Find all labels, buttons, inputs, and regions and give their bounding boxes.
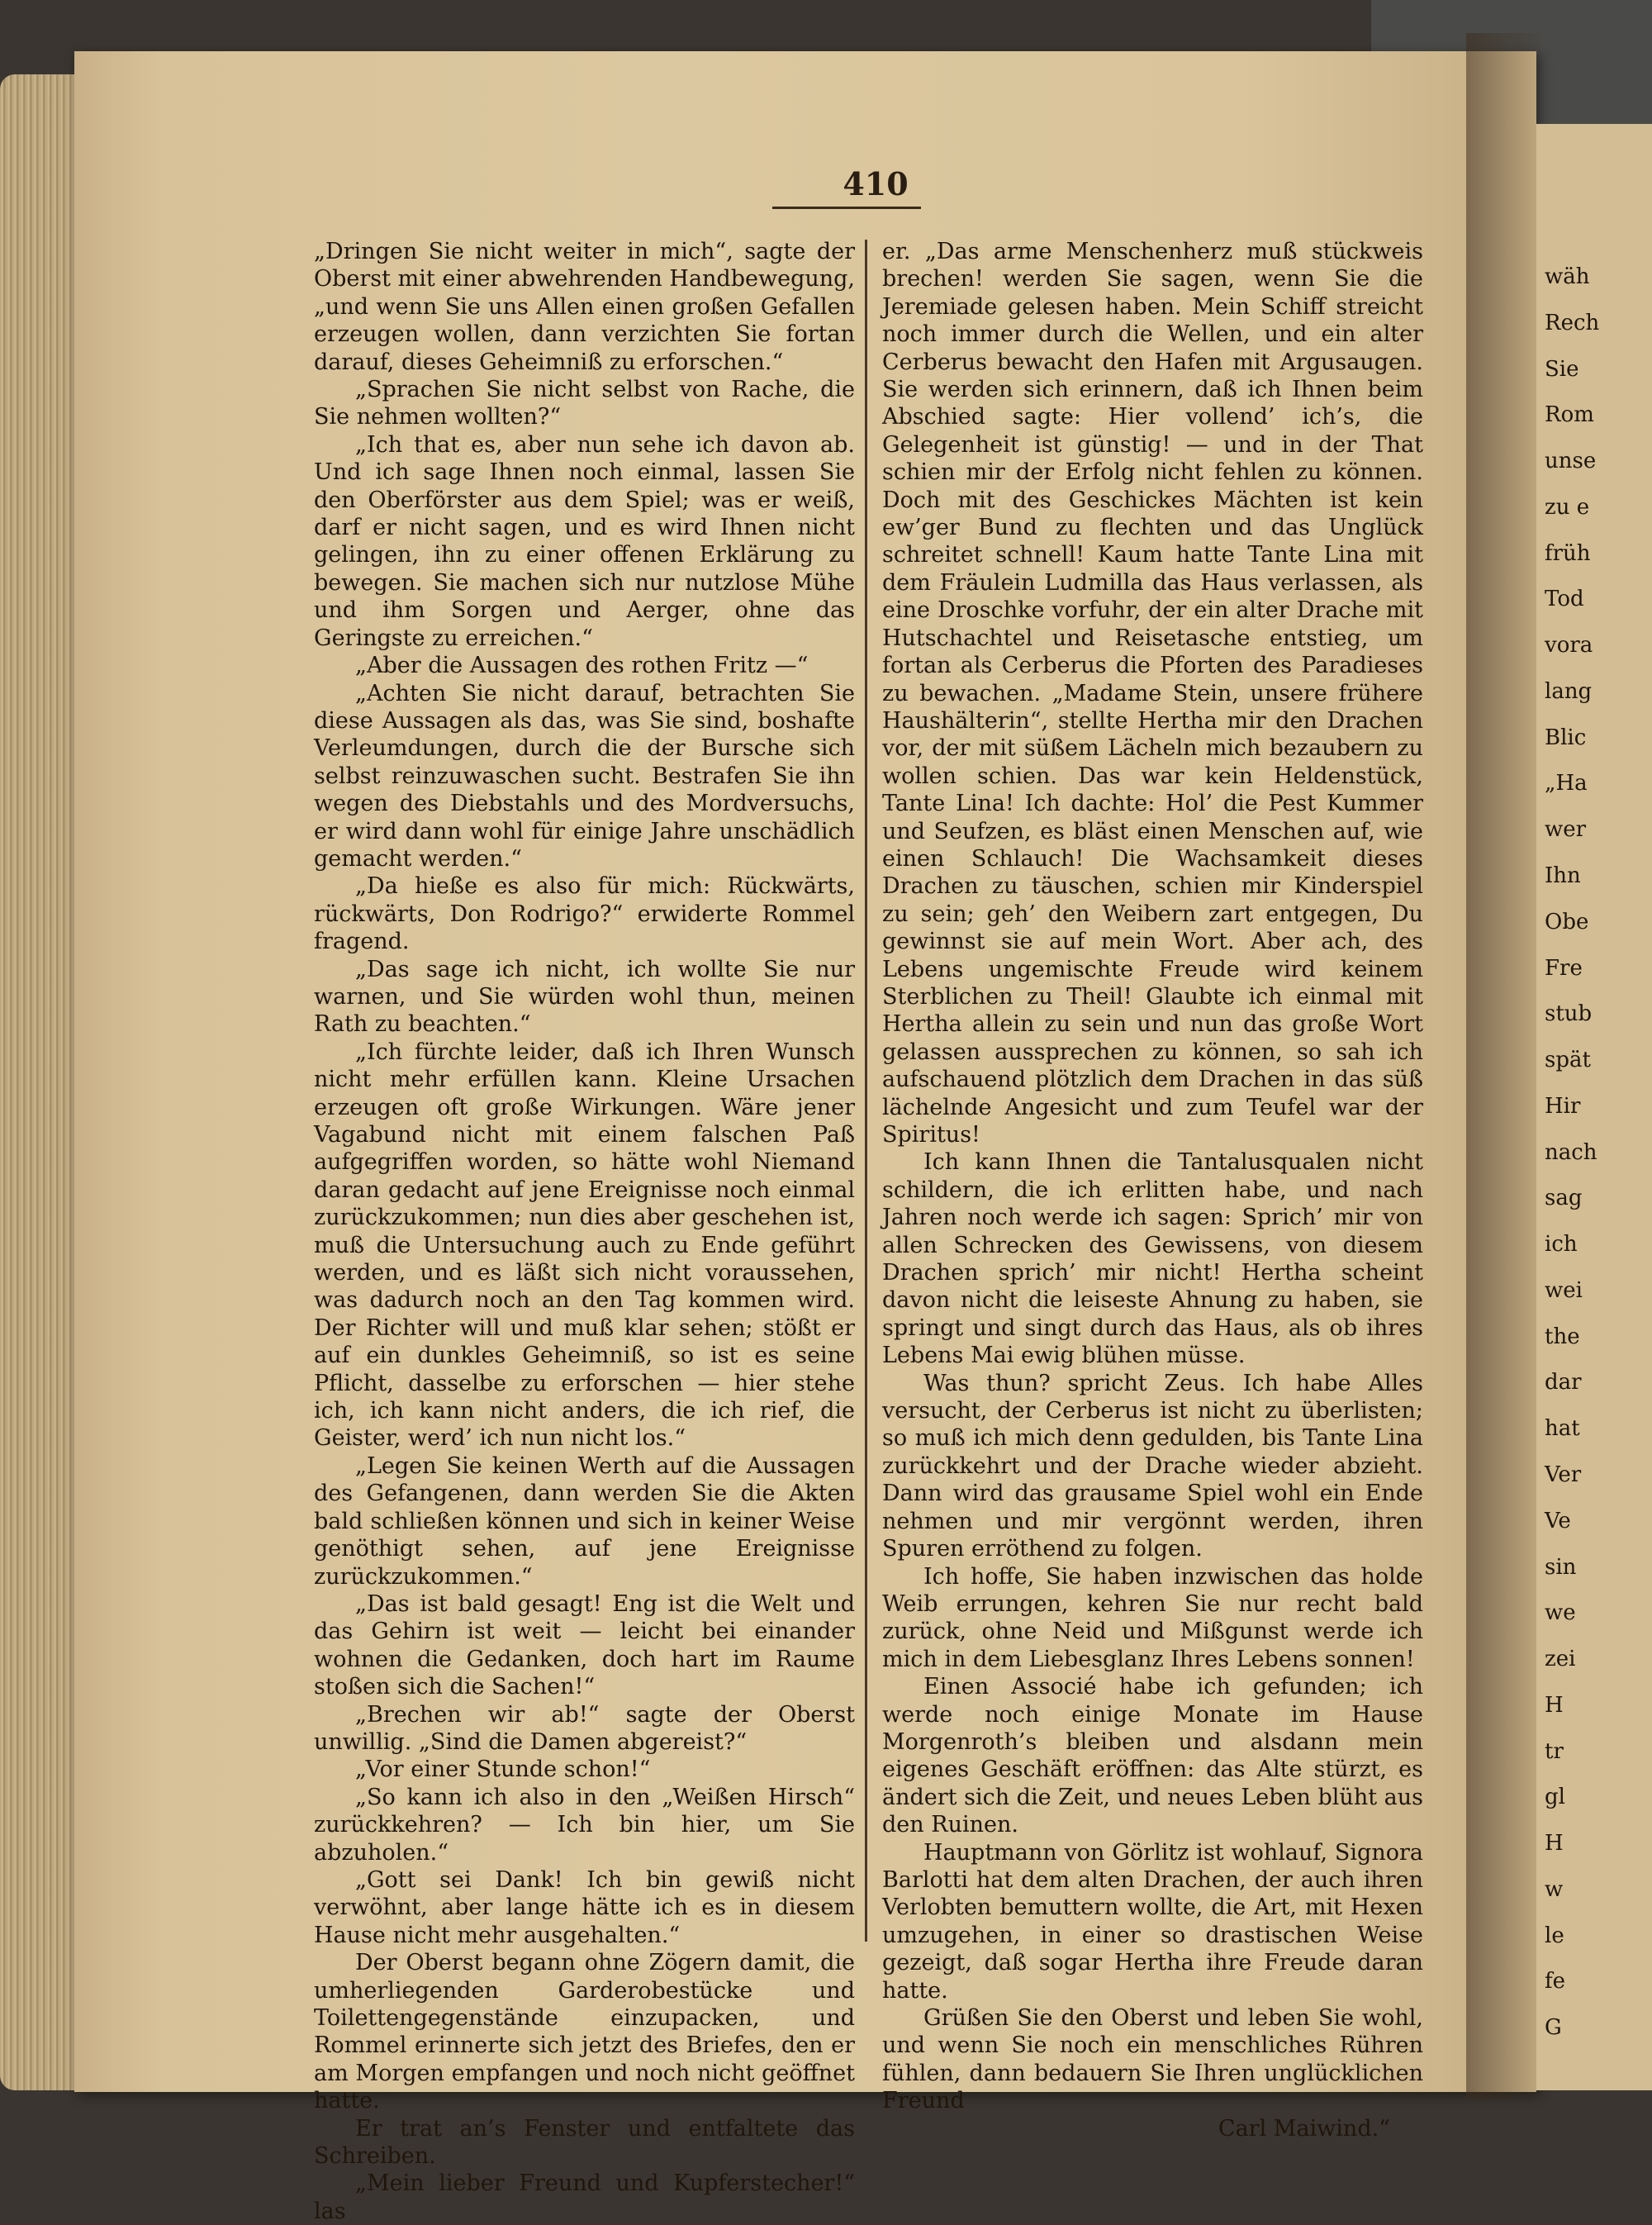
next-page-fragment: dar [1545,1370,1582,1395]
next-page-fragment: zu e [1545,494,1590,520]
next-page-fragment: zei [1545,1647,1576,1672]
paragraph: „Legen Sie keinen Werth auf die Aussagen des Gefangenen, dann werden Sie die Akten bald schließen können und sich in keiner Weise genöthigt sehen, auf jene Ereignisse zurückzukommen.“ [314,1452,855,1590]
paragraph: „Gott sei Dank! Ich bin gewiß nicht verwöhnt, aber lange hätte ich es in diesem Hause nicht mehr ausgehalten.“ [314,1866,855,1948]
letter-signature: Carl Maiwind.“ [1218,2115,1390,2142]
next-page-fragment: Sie [1545,356,1579,382]
next-page-fragment: Rech [1545,310,1600,335]
paragraph: „Aber die Aussagen des rothen Fritz —“ [355,653,809,679]
paragraph: „Brechen wir ab!“ sagte der Oberst unwillig. „Sind die Damen abgereist?“ [314,1701,855,1755]
paragraph: Der Oberst begann ohne Zögern damit, die umherliegenden Garderobestücke und Toilettengegenstände einzupacken, und Rommel erinnerte sich jetzt des Briefes, den er am Morgen empfangen und noch nicht geöffnet hatte. [314,1950,855,2114]
paragraph: er. „Das arme Menschenherz muß stückweis brechen! werden Sie sagen, wenn Sie die Jeremiade gelesen haben. Mein Schiff streicht noch immer durch die Wellen, und ein alter Cerberus bewacht den Hafen mit Argusaugen. Sie werden sich erinnern, daß ich Ihnen beim Abschied sagte: Hier vollend’ ich’s, die Gelegenheit ist günstig! — und in der That schien mir der Erfolg nicht fehlen zu können. Doch mit des Geschickes Mächten ist kein ew’ger Bund zu flechten und das Unglück schreitet schnell! Kaum hatte Tante Lina mit dem Fräulein Ludmilla das Haus verlassen, als eine Droschke vorfuhr, der ein alter Drache mit Hutschachtel und Reisetasche entstieg, um fortan als Cerberus die Pforten des Paradieses zu bewachen. „Madame Stein, unsere frühere Haushälterin“, stellte Hertha mir den Drachen vor, der mit süßem Lächeln mich bezaubern zu wollen schien. Das war kein Heldenstück, Tante Lina! Ich dachte: Hol’ die Pest Kummer und Seufzen, es bläst einen Menschen auf, wie einen Schlauch! Die Wachsamkeit dieses Drachen zu täuschen, schien mir Kinderspiel zu sein; geh’ den Weibern zart entgegen, Du gewinnst sie auf mein Wort. Aber ach, des Lebens ungemischte Freude wird keinem Sterblichen zu Theil! Glaubte ich einmal mit Hertha allein zu sein und nun das große Wort gelassen aussprechen zu können, so sah ich aufschauend plötzlich dem Drachen in das süß lächelnde Angesicht und zum Teufel war der Spiritus! [882,239,1423,1148]
next-page-fragment: G [1545,2015,1562,2041]
paragraph: Hauptmann von Görlitz ist wohlauf, Signora Barlotti hat dem alten Drachen, der auch ihren Verlobten bemuttern wollte, die Art, mit Hexen umzugehen, in einer so drastischen Weise gezeigt, daß sogar Hertha ihre Freude daran hatte. [882,1839,1423,2004]
paragraph: „Das ist bald gesagt! Eng ist die Welt und das Gehirn ist weit — leicht bei einander wohnen die Gedanken, doch hart im Raume stoßen sich die Sachen!“ [314,1590,855,1700]
next-page-fragment: we [1545,1600,1576,1626]
next-page-fragment: lang [1545,678,1593,704]
next-page-fragment: le [1545,1923,1564,1948]
right-column [882,238,1423,2142]
next-page-fragment: H [1545,1692,1564,1718]
next-page-fragment: stub [1545,1001,1593,1027]
next-page-fragment: gl [1545,1785,1565,1810]
paragraph: „Sprachen Sie nicht selbst von Rache, die Sie nehmen wollten?“ [314,377,855,430]
paragraph: Ich hoffe, Sie haben inzwischen das holde Weib errungen, kehren Sie nur recht bald zurück, ohne Neid und Mißgunst werde ich mich in dem Liebesglanz Ihres Lebens sonnen! [882,1563,1423,1672]
next-page-fragment: früh [1545,540,1591,566]
next-page-fragment: Blic [1545,725,1587,750]
paragraph: „Mein lieber Freund und Kupferstecher!“ las [314,2170,855,2224]
paragraph: „Das sage ich nicht, ich wollte Sie nur warnen, und Sie würden wohl thun, meinen Rath zu beachten.“ [314,956,855,1038]
next-page-fragment: „Ha [1545,771,1588,796]
paragraph: Grüßen Sie den Oberst und leben Sie wohl, und wenn Sie noch ein menschliches Rühren fühlen, dann bedauern Sie Ihren unglücklichen Freund [882,2005,1423,2114]
paragraph: „So kann ich also in den „Weißen Hirsch“ zurückkehren? — Ich bin hier, um Sie abzuholen.“ [314,1784,855,1866]
paragraph: „Ich that es, aber nun sehe ich davon ab. Und ich sage Ihnen noch einmal, lassen Sie den Oberförster aus dem Spiel; was er weiß, darf er nicht sagen, und es wird Ihnen nicht gelingen, ihn zu einer offenen Erklärung zu bewegen. Sie machen sich nur nutzlose Mühe und ihm Sorgen und Aerger, ohne das Geringste zu erreichen.“ [314,431,855,651]
next-page-fragment: wer [1545,817,1587,843]
next-page-fragment: Ve [1545,1508,1571,1533]
next-page-fragment: Obe [1545,909,1589,934]
next-page-fragment: sag [1545,1186,1583,1211]
next-page-fragment: vora [1545,633,1593,658]
next-page-fragment: H [1545,1831,1564,1857]
next-page-fragment: Fre [1545,955,1583,981]
next-page-fragment: Rom [1545,402,1594,428]
next-page-fragment: ich [1545,1232,1578,1258]
next-page-fragment: hat [1545,1416,1580,1442]
next-page-fragment: tr [1545,1738,1564,1764]
next-page-fragment: w [1545,1876,1564,1902]
next-page-fragment: wäh [1545,264,1590,289]
next-page-fragment: unse [1545,449,1597,474]
next-page-fragment: Ihn [1545,863,1581,888]
paragraph: Ich kann Ihnen die Tantalusqualen nicht schildern, die ich erlitten habe, und nach Jahren noch werde ich sagen: Sprich’ mir von allen Schrecken des Gewissens, von diesem Drachen sprich’ mir nicht! Hertha scheint davon nicht die leiseste Ahnung zu haben, sie springt und singt durch das Haus, als ob ihres Lebens Mai ewig blühen müsse. [882,1149,1423,1369]
column-divider [865,240,867,1942]
paragraph: „Vor einer Stunde schon!“ [355,1757,651,1783]
next-page-fragment: sin [1545,1554,1577,1580]
left-column [314,238,855,2225]
paragraph: „Achten Sie nicht darauf, betrachten Sie diese Aussagen als das, was Sie sind, boshafte Verleumdungen, durch die der Bursche sich selbst reinzuwaschen sucht. Bestrafen Sie ihn wegen des Diebstahls und des Mordversuchs, er wird dann wohl für einige Jahre unschädlich gemacht werden.“ [314,680,855,872]
next-page-fragment: the [1545,1324,1580,1349]
next-page-strip [1536,124,1652,2090]
paragraph: „Da hieße es also für mich: Rückwärts, rückwärts, Don Rodrigo?“ erwiderte Rommel fragend. [314,873,855,955]
next-page-fragment: fe [1545,1969,1566,1994]
next-page-fragment: wei [1545,1277,1583,1303]
page-number-rule [772,207,921,209]
gutter-shadow [1466,33,1540,2099]
next-page-fragment: nach [1545,1139,1597,1165]
next-page-fragment: Ver [1545,1462,1582,1487]
paragraph: Was thun? spricht Zeus. Ich habe Alles versucht, der Cerberus ist nicht zu überlisten; so muß ich mich denn gedulden, bis Tante Lina zurückkehrt und der Drache wieder abzieht. Dann wird das grausame Spiel wohl ein Ende nehmen und mir vergönnt werden, ihren Spuren erröthend zu folgen. [882,1370,1423,1562]
next-page-fragment: Hir [1545,1093,1581,1119]
paragraph: „Dringen Sie nicht weiter in mich“, sagte der Oberst mit einer abwehrenden Handbewegung, „und wenn Sie uns Allen einen großen Gefallen erzeugen wollen, dann verzichten Sie fortan darauf, dieses Geheimniß zu erforschen.“ [314,239,855,375]
next-page-fragment: spät [1545,1048,1591,1073]
paragraph: Er trat an’s Fenster und entfaltete das Schreiben. [314,2115,855,2170]
page-number: 410 [843,165,909,202]
next-page-fragment: Tod [1545,587,1584,612]
paragraph: Einen Associé habe ich gefunden; ich werde noch einige Monate im Hause Morgenroth’s bleiben und alsdann mein eigenes Geschäft eröffnen: das Alte stürzt, es ändert sich die Zeit, und neues Leben blüht aus den Ruinen. [882,1674,1423,1838]
paragraph: „Ich fürchte leider, daß ich Ihren Wunsch nicht mehr erfüllen kann. Kleine Ursachen erzeugen oft große Wirkungen. Wäre jener Vagabund nicht mit einem falschen Paß aufgegriffen worden, so hätte wohl Niemand daran gedacht auf jene Ereignisse noch einmal zurückzukommen; nun dies aber geschehen ist, muß die Untersuchung auch zu Ende geführt werden, und es läßt sich nicht voraussehen, was dadurch noch an den Tag kommen wird. Der Richter will und muß klar sehen; stößt er auf ein dunkles Geheimniß, so ist es seine Pflicht, dasselbe zu erforschen — hier stehe ich, ich kann nicht anders, die ich rief, die Geister, werd’ ich nun nicht los.“ [314,1039,855,1452]
